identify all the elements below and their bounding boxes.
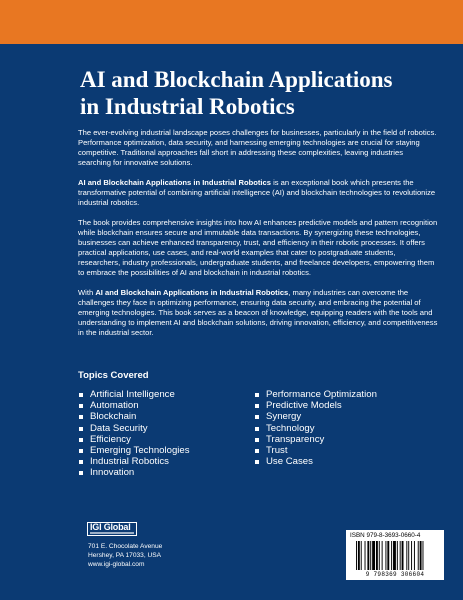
barcode-bar: [411, 541, 412, 570]
topic-item: Industrial Robotics: [78, 456, 190, 467]
topics-list-left: [78, 389, 190, 479]
barcode-bar: [365, 541, 366, 570]
barcode-bar: [423, 541, 424, 570]
publisher-logo-tagline: [90, 532, 134, 534]
topic-item: Synergy: [254, 411, 377, 422]
barcode-bar: [376, 541, 378, 570]
address-line-2: Hershey, PA 17033, USA: [88, 552, 162, 559]
description-paragraph-3: The book provides comprehensive insights into how AI enhances predictive models and pattern recognition while blockchain ensures secure and immutable data transactions. By synergizing these technologies, businesses can achieve enhanced transparency, trust, and efficiency in their robotic processes. It offers practical applications, use cases, and real-world examples that cater to postgraduate students, researchers, industry professionals, undergraduate students, and freelance developers, empowering them to embrace the possibilities of AI and blockchain in industrial robotics.: [78, 218, 438, 277]
title-line-1: AI and Blockchain Applications: [80, 67, 393, 92]
topic-item: Efficiency: [78, 434, 190, 445]
description-paragraph-2-bold: AI and Blockchain Applications in Industrial Robotics: [78, 178, 271, 187]
barcode-bar: [385, 541, 386, 570]
publisher-logo-text: IGI Global: [90, 522, 131, 532]
description-paragraph-2: [78, 178, 438, 208]
barcode-bar: [414, 541, 415, 570]
publisher-logo: [87, 522, 137, 536]
topic-item: Use Cases: [254, 456, 377, 467]
description-paragraph-4-text: , many industries can overcome the challenges they face in optimizing performance, ensuring data security, and embracing the potential of emerging technologies. This book serves as a beacon of knowledge, equipping readers with the tools and understanding to implement AI and blockchain solutions, driving innovation, efficiency, and competitiveness in the industrial sector.: [78, 288, 438, 337]
description-paragraph-4: [78, 288, 438, 338]
barcode-digits: 9 798369 306604: [365, 571, 425, 578]
description-paragraph-1: The ever-evolving industrial landscape poses challenges for businesses, particularly in the field of robotics. Performance optimization, data security, and harnessing emerging technologies are crucial for staying competitive. Traditional approaches fall short in addressing these complexities, leaving industries searching for innovative solutions.: [78, 128, 437, 167]
description: [78, 128, 438, 348]
orange-header-band: [0, 0, 463, 44]
barcode-bar: [391, 541, 392, 570]
barcode-bar: [382, 541, 383, 570]
description-paragraph-2-text: is an exceptional book which presents the transformative potential of combining artificial intelligence (AI) and blockchain technologies to revolutionize industrial robotics.: [78, 178, 436, 207]
barcode-bar: [367, 541, 369, 570]
barcode-bar: [406, 541, 407, 570]
topic-item: Predictive Models: [254, 400, 377, 411]
title-line-2: in Industrial Robotics: [80, 94, 295, 119]
barcode-bar: [379, 541, 380, 570]
description-paragraph-4-bold: AI and Blockchain Applications in Industrial Robotics: [95, 288, 289, 297]
topic-item: Automation: [78, 400, 190, 411]
topic-item: Trust: [254, 445, 377, 456]
topics-heading: Topics Covered: [78, 370, 149, 381]
barcode-box: [346, 530, 444, 580]
topic-item: Technology: [254, 423, 377, 434]
barcode-bar: [358, 541, 360, 570]
address-line-1: 701 E. Chocolate Avenue: [88, 543, 163, 550]
barcode-bar: [370, 541, 371, 570]
isbn-label: ISBN 979-8-3693-0660-4: [350, 532, 421, 539]
barcode-bar: [387, 541, 389, 570]
topic-item: Innovation: [78, 467, 190, 478]
barcode-bar: [372, 541, 375, 570]
barcode-bar: [393, 541, 396, 570]
barcode-bar: [361, 541, 362, 570]
book-title: [80, 66, 440, 120]
description-paragraph-4-pre: With: [78, 288, 96, 297]
publisher-website: www.igi-global.com: [88, 561, 145, 568]
barcode-bar: [400, 541, 401, 570]
topic-item: Blockchain: [78, 411, 190, 422]
topic-item: Performance Optimization: [254, 389, 377, 400]
barcode-bar: [420, 541, 422, 570]
topic-item: Artificial Intelligence: [78, 389, 190, 400]
topics-list-right: [254, 389, 377, 467]
publisher-address: [88, 542, 162, 569]
barcode-bar: [418, 541, 419, 570]
topic-item: Emerging Technologies: [78, 445, 190, 456]
barcode-bar: [402, 541, 404, 570]
barcode-bar: [408, 541, 409, 570]
barcode-bar: [356, 541, 357, 570]
barcode-bar: [397, 541, 398, 570]
topic-item: Transparency: [254, 434, 377, 445]
topic-item: Data Security: [78, 423, 190, 434]
barcode-icon: [356, 541, 440, 570]
